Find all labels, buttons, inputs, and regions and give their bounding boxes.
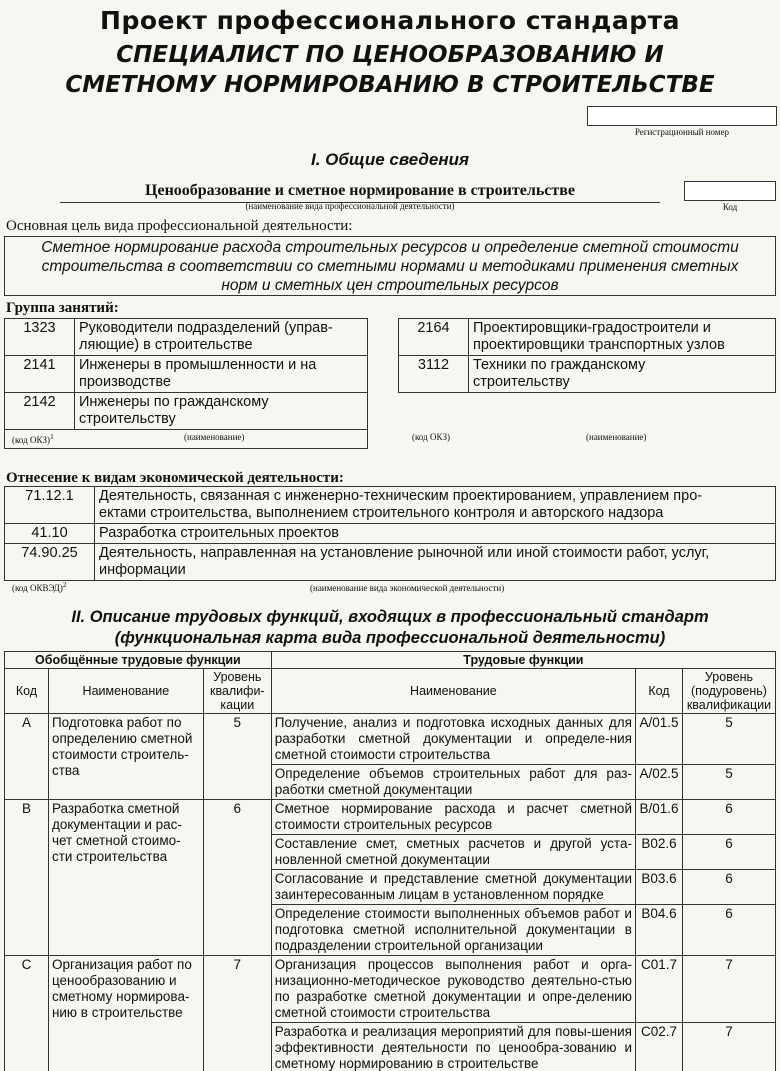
okz-name-line: ляющие) в строительстве (79, 337, 253, 353)
tf-name: Согласование и представление сметной документации заинтересованным лицам в установленном порядке (271, 870, 635, 905)
functional-map-table (4, 651, 776, 1071)
okved-name (95, 544, 776, 581)
tf-code: C02.7 (635, 1023, 682, 1071)
okved-code: 41.10 (5, 524, 95, 544)
col-function-code: Код (635, 669, 682, 714)
okz-name-line: Руководители подразделений (управ- (79, 320, 333, 336)
okz-code: 1323 (5, 319, 75, 356)
table-row (5, 356, 368, 393)
goal-line-3: норм и сметных цен строительных ресурсов (221, 277, 559, 294)
okz-name-line: Техники по гражданскому (473, 357, 646, 373)
tf-name: Сметное нормирование расхода и расчет сметной стоимости строительных ресурсов (271, 800, 635, 835)
tf-code: B02.6 (635, 835, 682, 870)
okz-name-line: Инженеры по гражданскому (79, 394, 269, 410)
tf-level: 6 (682, 835, 775, 870)
tf-code: B03.6 (635, 870, 682, 905)
okz-code: 2164 (399, 319, 469, 356)
goal-line-1: Сметное нормирование расхода строительных ресурсов и определение сметной стоимости (41, 239, 739, 256)
tf-name: Определение объемов строительных работ для раз-работки сметной документации (271, 765, 635, 800)
okz-name (75, 356, 368, 393)
tf-level: 7 (682, 956, 775, 1023)
tf-level: 6 (682, 800, 775, 835)
activity-code-caption: Код (722, 202, 738, 212)
okved-name-caption: (наименование вида экономической деятельности) (310, 583, 505, 593)
footnote-ref: 2 (62, 580, 67, 589)
col-function-name: Наименование (271, 669, 635, 714)
tf-level: 6 (682, 905, 775, 956)
gf-level: 6 (203, 800, 271, 956)
gf-level: 5 (203, 714, 271, 800)
col-name: Наименование (48, 669, 203, 714)
okz-name (75, 393, 368, 430)
section-2-title-line-1: II. Описание трудовых функций, входящих в профессиональный стандарт (71, 608, 709, 626)
table-row (5, 524, 776, 544)
goal-line-2: строительства в соответствии со сметными нормами и методиками применения сметных (41, 258, 739, 275)
okved-code: 74.90.25 (5, 544, 95, 581)
okved-table (4, 486, 776, 581)
tf-level: 5 (682, 765, 775, 800)
okved-caption-text: (код ОКВЭД) (12, 583, 63, 593)
occupations-caption-row-left (4, 428, 368, 449)
tf-level: 7 (682, 1023, 775, 1071)
gf-name: Организация работ по ценообразованию и сметному нормирова-нию в строительстве (48, 956, 203, 1071)
activity-name-caption: (наименование вида профессиональной деятельности) (245, 201, 455, 211)
okved-name (95, 487, 776, 524)
okz-name-line: Проектировщики-градостроители и (473, 320, 711, 336)
activity-name: Ценообразование и сметное нормирование в строительстве (60, 182, 660, 203)
okz-name-line: Инженеры в промышленности и на (79, 357, 317, 373)
okz-name (75, 319, 368, 356)
tf-name: Составление смет, сметных расчетов и другой уста-новленной сметной документации (271, 835, 635, 870)
table-row (5, 487, 776, 524)
okz-name (469, 319, 776, 356)
document-title: Проект профессионального стандарта (100, 6, 680, 35)
okved-label: Отнесение к видам экономической деятельности: (6, 470, 344, 486)
occupations-table-right (398, 318, 776, 393)
activity-code-box (684, 181, 776, 201)
name-caption-left: (наименование) (184, 432, 245, 442)
okz-code: 3112 (399, 356, 469, 393)
okz-name-line: строительству (473, 374, 570, 390)
table-row (5, 319, 368, 356)
okz-code: 2141 (5, 356, 75, 393)
okz-name-line: производстве (79, 374, 171, 390)
table-row (5, 544, 776, 581)
tf-code: A/01.5 (635, 714, 682, 765)
okved-caption (12, 580, 67, 593)
gf-code: A (5, 714, 49, 800)
okved-name-line: информации (99, 562, 186, 578)
okved-code: 71.12.1 (5, 487, 95, 524)
occupations-table-left (4, 318, 368, 430)
footnote-ref: 1 (50, 432, 54, 441)
okved-name: Разработка строительных проектов (95, 524, 776, 544)
section-2-title (0, 607, 780, 649)
standard-name-line-1: СПЕЦИАЛИСТ ПО ЦЕНООБРАЗОВАНИЮ И (116, 42, 664, 68)
col-function-level: Уровень (подуровень) квалификации (682, 669, 775, 714)
okz-name-line: строительству (79, 411, 176, 427)
gf-name: Разработка сметной документации и рас-чет сметной стоимо-сти строительства (48, 800, 203, 956)
gf-name: Подготовка работ по определению сметной стоимости строитель-ства (48, 714, 203, 800)
header-generalized-functions: Обобщённые трудовые функции (5, 652, 272, 669)
col-level: Уровень квалифи-кации (203, 669, 271, 714)
table-row (5, 714, 776, 765)
okved-name-line: Деятельность, направленная на установление рыночной или иной стоимости работ, услуг, (99, 545, 710, 561)
occupation-group-label: Группа занятий: (6, 300, 119, 316)
standard-name (0, 40, 780, 100)
gf-code: C (5, 956, 49, 1071)
tf-level: 6 (682, 870, 775, 905)
tf-name: Определение стоимости выполненных объемов работ и подготовка сметной исполнительной документации в подразделении строительной организации (271, 905, 635, 956)
table-header-row (5, 652, 776, 669)
header-labor-functions: Трудовые функции (271, 652, 775, 669)
table-row (399, 319, 776, 356)
tf-code: C01.7 (635, 956, 682, 1023)
tf-name: Организация процессов выполнения работ и орга-низационно-методическое руководство деятельно-стью по разработке сметной документации и опре-делению сметной стоимости строительства (271, 956, 635, 1023)
okz-name-line: проектировщики транспортных узлов (473, 337, 725, 353)
okz-name (469, 356, 776, 393)
registration-number-caption: Регистрационный номер (634, 127, 730, 137)
tf-code: B/01.6 (635, 800, 682, 835)
tf-code: A/02.5 (635, 765, 682, 800)
table-row (5, 800, 776, 835)
name-caption-right: (наименование) (586, 432, 647, 442)
okved-name-line: ектами строительства, выполнением строительного контроля и авторского надзора (99, 505, 664, 521)
okz-code: 2142 (5, 393, 75, 430)
tf-level: 5 (682, 714, 775, 765)
table-row (399, 356, 776, 393)
goal-label: Основная цель вида профессиональной деятельности: (6, 218, 353, 234)
standard-name-line-2: СМЕТНОМУ НОРМИРОВАНИЮ В СТРОИТЕЛЬСТВЕ (65, 72, 715, 98)
table-row (5, 393, 368, 430)
okved-name-line: Деятельность, связанная с инженерно-техническим проектированием, управлением про- (99, 488, 703, 504)
table-header-row (5, 669, 776, 714)
table-row (5, 956, 776, 1023)
okz-caption-right: (код ОКЗ) (412, 432, 450, 442)
section-2-title-line-2: (функциональная карта вида профессиональной деятельности) (114, 629, 666, 647)
goal-box (4, 236, 776, 296)
gf-code: B (5, 800, 49, 956)
tf-code: B04.6 (635, 905, 682, 956)
tf-name: Разработка и реализация мероприятий для повы-шения эффективности деятельности по ценообра-зованию и сметному нормированию в строительстве (271, 1023, 635, 1071)
registration-number-box (587, 106, 777, 126)
gf-level: 7 (203, 956, 271, 1071)
col-code: Код (5, 669, 49, 714)
okz-caption-text: (код ОКЗ) (12, 435, 50, 445)
section-1-title: I. Общие сведения (311, 150, 469, 169)
tf-name: Получение, анализ и подготовка исходных данных для разработки сметной документации и определе-ния сметной стоимости строительства (271, 714, 635, 765)
